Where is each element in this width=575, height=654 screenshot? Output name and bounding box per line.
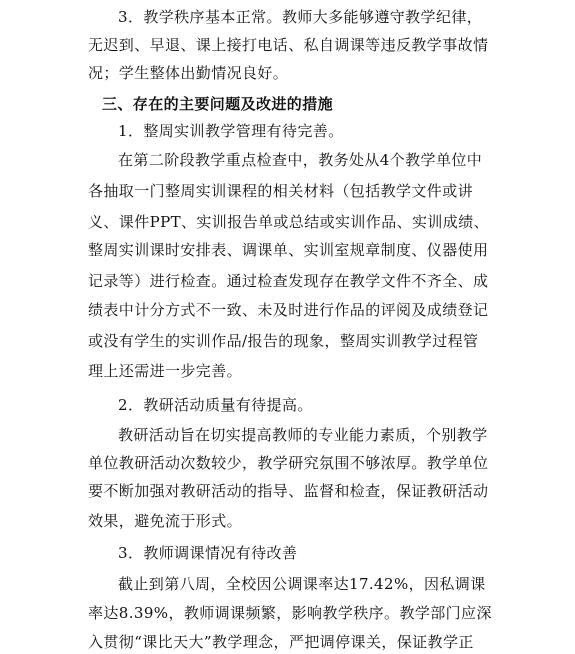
section-heading: 三、存在的主要问题及改进的措施 xyxy=(102,95,334,113)
text-line: 无迟到、早退、课上接打电话、私自调课等违反教学事故情 xyxy=(88,36,489,54)
text-line: 效果，避免流于形式。 xyxy=(88,512,243,530)
subsection-heading: 1．整周实训教学管理有待完善。 xyxy=(118,122,344,140)
text-line: 整周实训课时安排表、调课单、实训室规章制度、仪器使用 xyxy=(88,241,489,259)
text-line: 率达8.39%，教师调课频繁，影响教学秩序。教学部门应深 xyxy=(88,604,492,622)
text-line: 在第二阶段教学重点检查中，教务处从4个教学单位中 xyxy=(118,151,483,169)
text-line: 义、课件PPT、实训报告单或总结或实训作品、实训成绩、 xyxy=(88,213,489,231)
text-line: 截止到第八周，全校因公调课率达17.42%，因私调课 xyxy=(118,575,486,593)
text-line: 要不断加强对教研活动的指导、监督和检查，保证教研活动 xyxy=(88,482,489,500)
text-line: 单位教研活动次数较少，教学研究氛围不够浓厚。教学单位 xyxy=(88,454,489,472)
subsection-heading: 3．教师调课情况有待改善 xyxy=(118,544,298,562)
text-line: 入贯彻“课比天大”教学理念，严把调停课关，保证教学正 xyxy=(88,633,474,651)
text-line: 各抽取一门整周实训课程的相关材料（包括教学文件或讲 xyxy=(88,182,474,200)
text-line: 绩表中计分方式不一致、未及时进行作品的评阅及成绩登记 xyxy=(88,301,489,319)
text-line: 3．教学秩序基本正常。教师大多能够遵守教学纪律， xyxy=(118,8,483,26)
text-line: 或没有学生的实训作品/报告的现象，整周实训教学过程管 xyxy=(88,332,479,350)
subsection-heading: 2．教研活动质量有待提高。 xyxy=(118,396,313,414)
text-line: 记录等）进行检查。通过检查发现存在教学文件不齐全、成 xyxy=(88,272,489,290)
text-line: 况；学生整体出勤情况良好。 xyxy=(88,64,289,82)
text-line: 理上还需进一步完善。 xyxy=(88,362,243,380)
text-line: 教研活动旨在切实提高教师的专业能力素质，个别教学 xyxy=(118,426,488,444)
